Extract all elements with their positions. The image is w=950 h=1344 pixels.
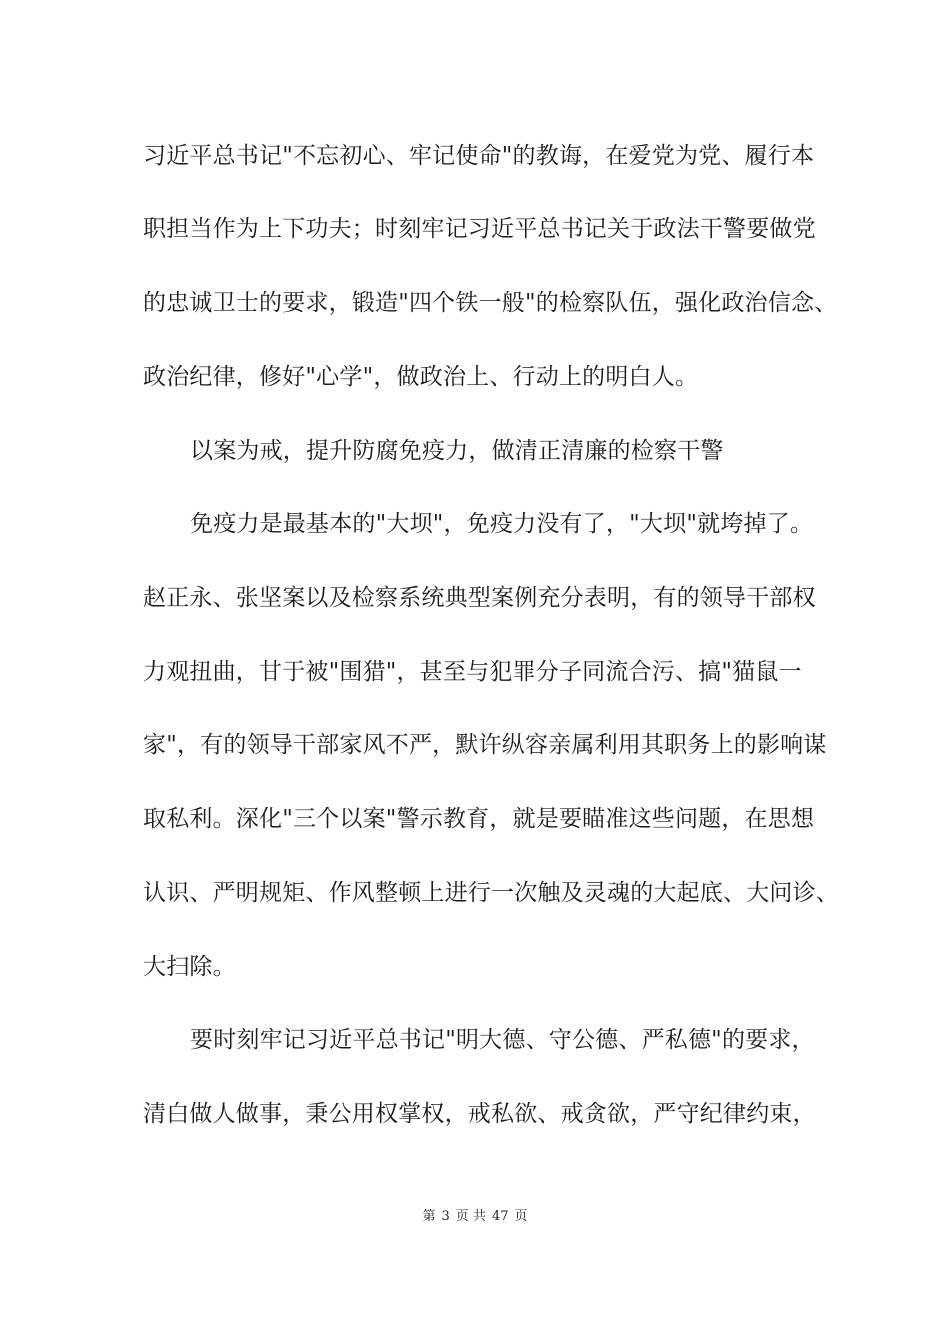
text-line-8: 力观扭曲，甘于被"围猎"，甚至与犯罪分子同流合污、搞"猫鼠一 xyxy=(143,659,802,685)
text-line-14: 清白做人做事，秉公用权掌权，戒私欲、戒贪欲，严守纪律约束， xyxy=(143,1101,816,1127)
text-line-10: 取私利。深化"三个以案"警示教育，就是要瞄准这些问题，在思想 xyxy=(143,806,815,832)
text-line-3: 的忠诚卫士的要求，锻造"四个铁一般"的检察队伍，强化政治信念、 xyxy=(143,290,838,316)
text-line-7: 赵正永、张坚案以及检察系统典型案例充分表明，有的领导干部权 xyxy=(143,585,816,611)
footer-middle: 页 共 xyxy=(455,1209,486,1224)
text-line-12: 大扫除。 xyxy=(143,954,236,980)
page-footer xyxy=(0,1208,950,1226)
text-line-13: 要时刻牢记习近平总书记"明大德、守公德、严私德"的要求， xyxy=(190,1027,815,1053)
footer-prefix: 第 xyxy=(422,1209,436,1224)
footer-page-number: 3 xyxy=(441,1209,450,1224)
text-line-1: 习近平总书记"不忘初心、牢记使命"的教诲，在爱党为党、履行本 xyxy=(143,143,815,169)
text-line-2: 职担当作为上下功夫；时刻牢记习近平总书记关于政法干警要做党 xyxy=(143,216,816,242)
text-line-9: 家"，有的领导干部家风不严，默许纵容亲属利用其职务上的影响谋 xyxy=(143,732,827,758)
section-heading: 以案为戒，提升防腐免疫力，做清正清廉的检察干警 xyxy=(190,438,724,464)
footer-suffix: 页 xyxy=(514,1209,528,1224)
footer-total-pages: 47 xyxy=(491,1209,509,1224)
text-line-4: 政治纪律，修好"心学"，做政治上、行动上的明白人。 xyxy=(143,364,699,390)
text-line-6: 免疫力是最基本的"大坝"，免疫力没有了，"大坝"就垮掉了。 xyxy=(190,511,814,537)
text-line-11: 认识、严明规矩、作风整顿上进行一次触及灵魂的大起底、大问诊、 xyxy=(143,880,839,906)
